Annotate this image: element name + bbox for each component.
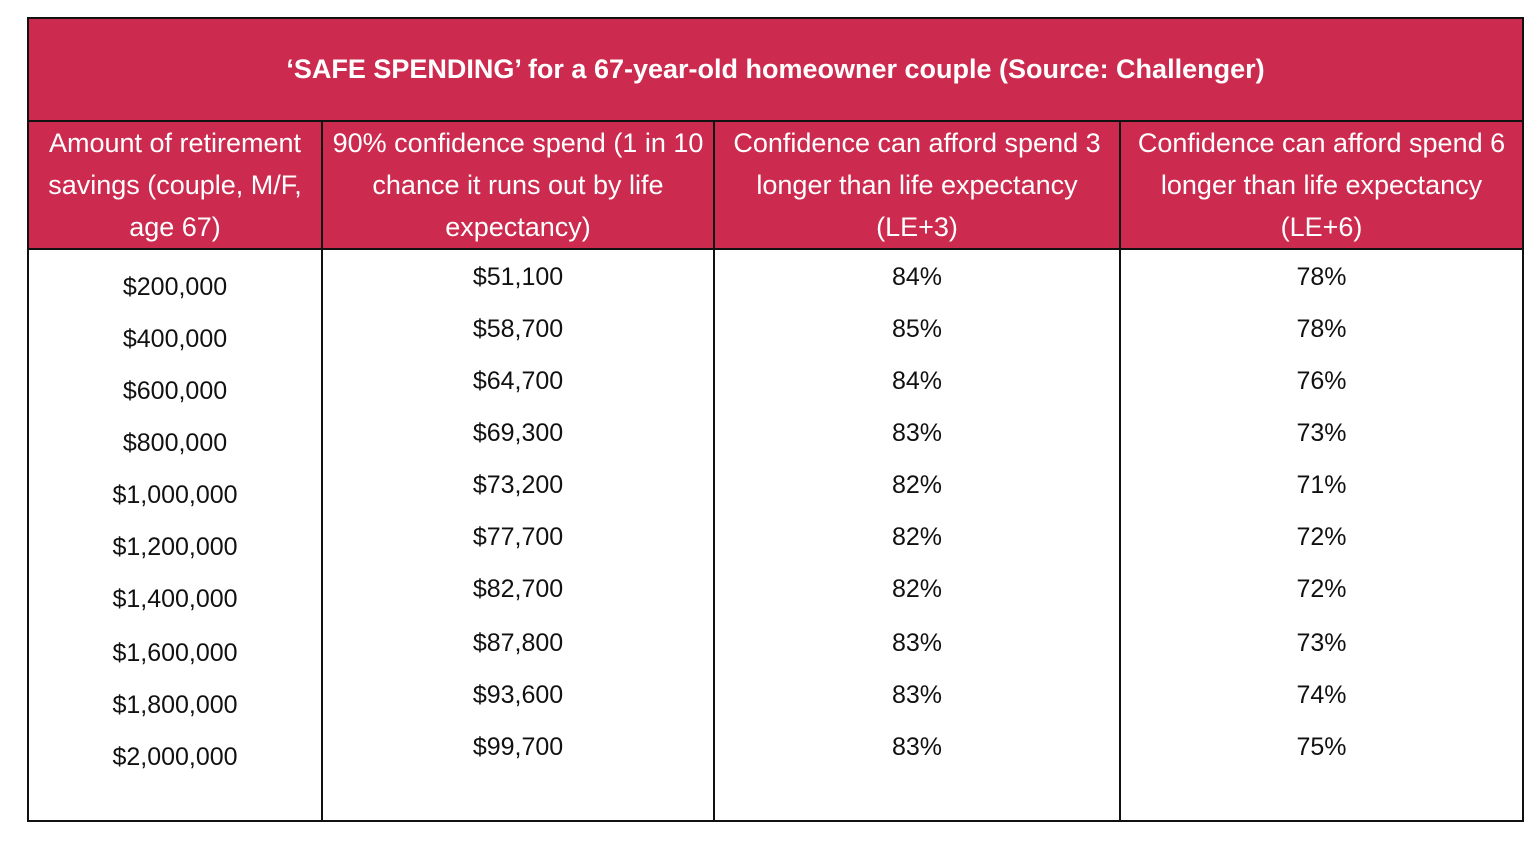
cell-le3: 83% xyxy=(891,419,943,447)
col-header-confidence-spend: 90% confidence spend (1 in 10 chance it runs out by life expectancy) xyxy=(332,128,704,242)
cell-savings: $1,600,000 xyxy=(112,639,238,667)
table-body xyxy=(29,250,1522,820)
cell-le6: 71% xyxy=(1296,471,1347,499)
cell-le3: 82% xyxy=(891,575,943,603)
cell-le3: 83% xyxy=(891,733,943,761)
cell-le3: 83% xyxy=(891,681,943,709)
cell-savings: $200,000 xyxy=(122,273,228,301)
table-title: ‘SAFE SPENDING’ for a 67-year-old homeowner couple (Source: Challenger) xyxy=(29,19,1522,122)
cell-savings: $1,800,000 xyxy=(112,691,238,719)
cell-savings: $1,000,000 xyxy=(112,481,238,509)
cell-le6: 76% xyxy=(1296,367,1347,395)
cell-le6: 72% xyxy=(1296,575,1347,603)
col-header-savings: Amount of retirement savings (couple, M/F, age 67) xyxy=(48,128,302,242)
col-header-le6: Confidence can afford spend 6 longer than life expectancy (LE+6) xyxy=(1137,128,1506,242)
cell-savings: $400,000 xyxy=(122,325,228,353)
cell-confidence-spend: $69,300 xyxy=(472,419,564,447)
cell-le6: 73% xyxy=(1296,419,1347,447)
cell-le3: 84% xyxy=(891,263,943,291)
cell-le3: 84% xyxy=(891,367,943,395)
cell-le3: 85% xyxy=(891,315,943,343)
cell-savings: $1,400,000 xyxy=(112,585,238,613)
cell-confidence-spend: $51,100 xyxy=(472,263,564,291)
col-header-le3: Confidence can afford spend 3 longer than life expectancy (LE+3) xyxy=(733,128,1101,242)
cell-le6: 75% xyxy=(1296,733,1347,761)
safe-spending-table xyxy=(27,17,1524,822)
cell-le3: 83% xyxy=(891,629,943,657)
cell-le6: 78% xyxy=(1296,315,1347,343)
cell-confidence-spend: $93,600 xyxy=(472,681,564,709)
cell-confidence-spend: $77,700 xyxy=(472,523,564,551)
cell-le3: 82% xyxy=(891,523,943,551)
cell-le6: 72% xyxy=(1296,523,1347,551)
cell-savings: $800,000 xyxy=(122,429,228,457)
header-row xyxy=(29,122,1522,250)
cell-confidence-spend: $99,700 xyxy=(472,733,564,761)
cell-confidence-spend: $58,700 xyxy=(472,315,564,343)
cell-le6: 74% xyxy=(1296,681,1347,709)
cell-savings: $1,200,000 xyxy=(112,533,238,561)
cell-confidence-spend: $73,200 xyxy=(472,471,564,499)
cell-savings: $600,000 xyxy=(122,377,228,405)
cell-confidence-spend: $87,800 xyxy=(472,629,564,657)
cell-le6: 73% xyxy=(1296,629,1347,657)
cell-savings: $2,000,000 xyxy=(112,743,238,771)
cell-confidence-spend: $64,700 xyxy=(472,367,564,395)
cell-confidence-spend: $82,700 xyxy=(472,575,564,603)
cell-le3: 82% xyxy=(891,471,943,499)
cell-le6: 78% xyxy=(1296,263,1347,291)
